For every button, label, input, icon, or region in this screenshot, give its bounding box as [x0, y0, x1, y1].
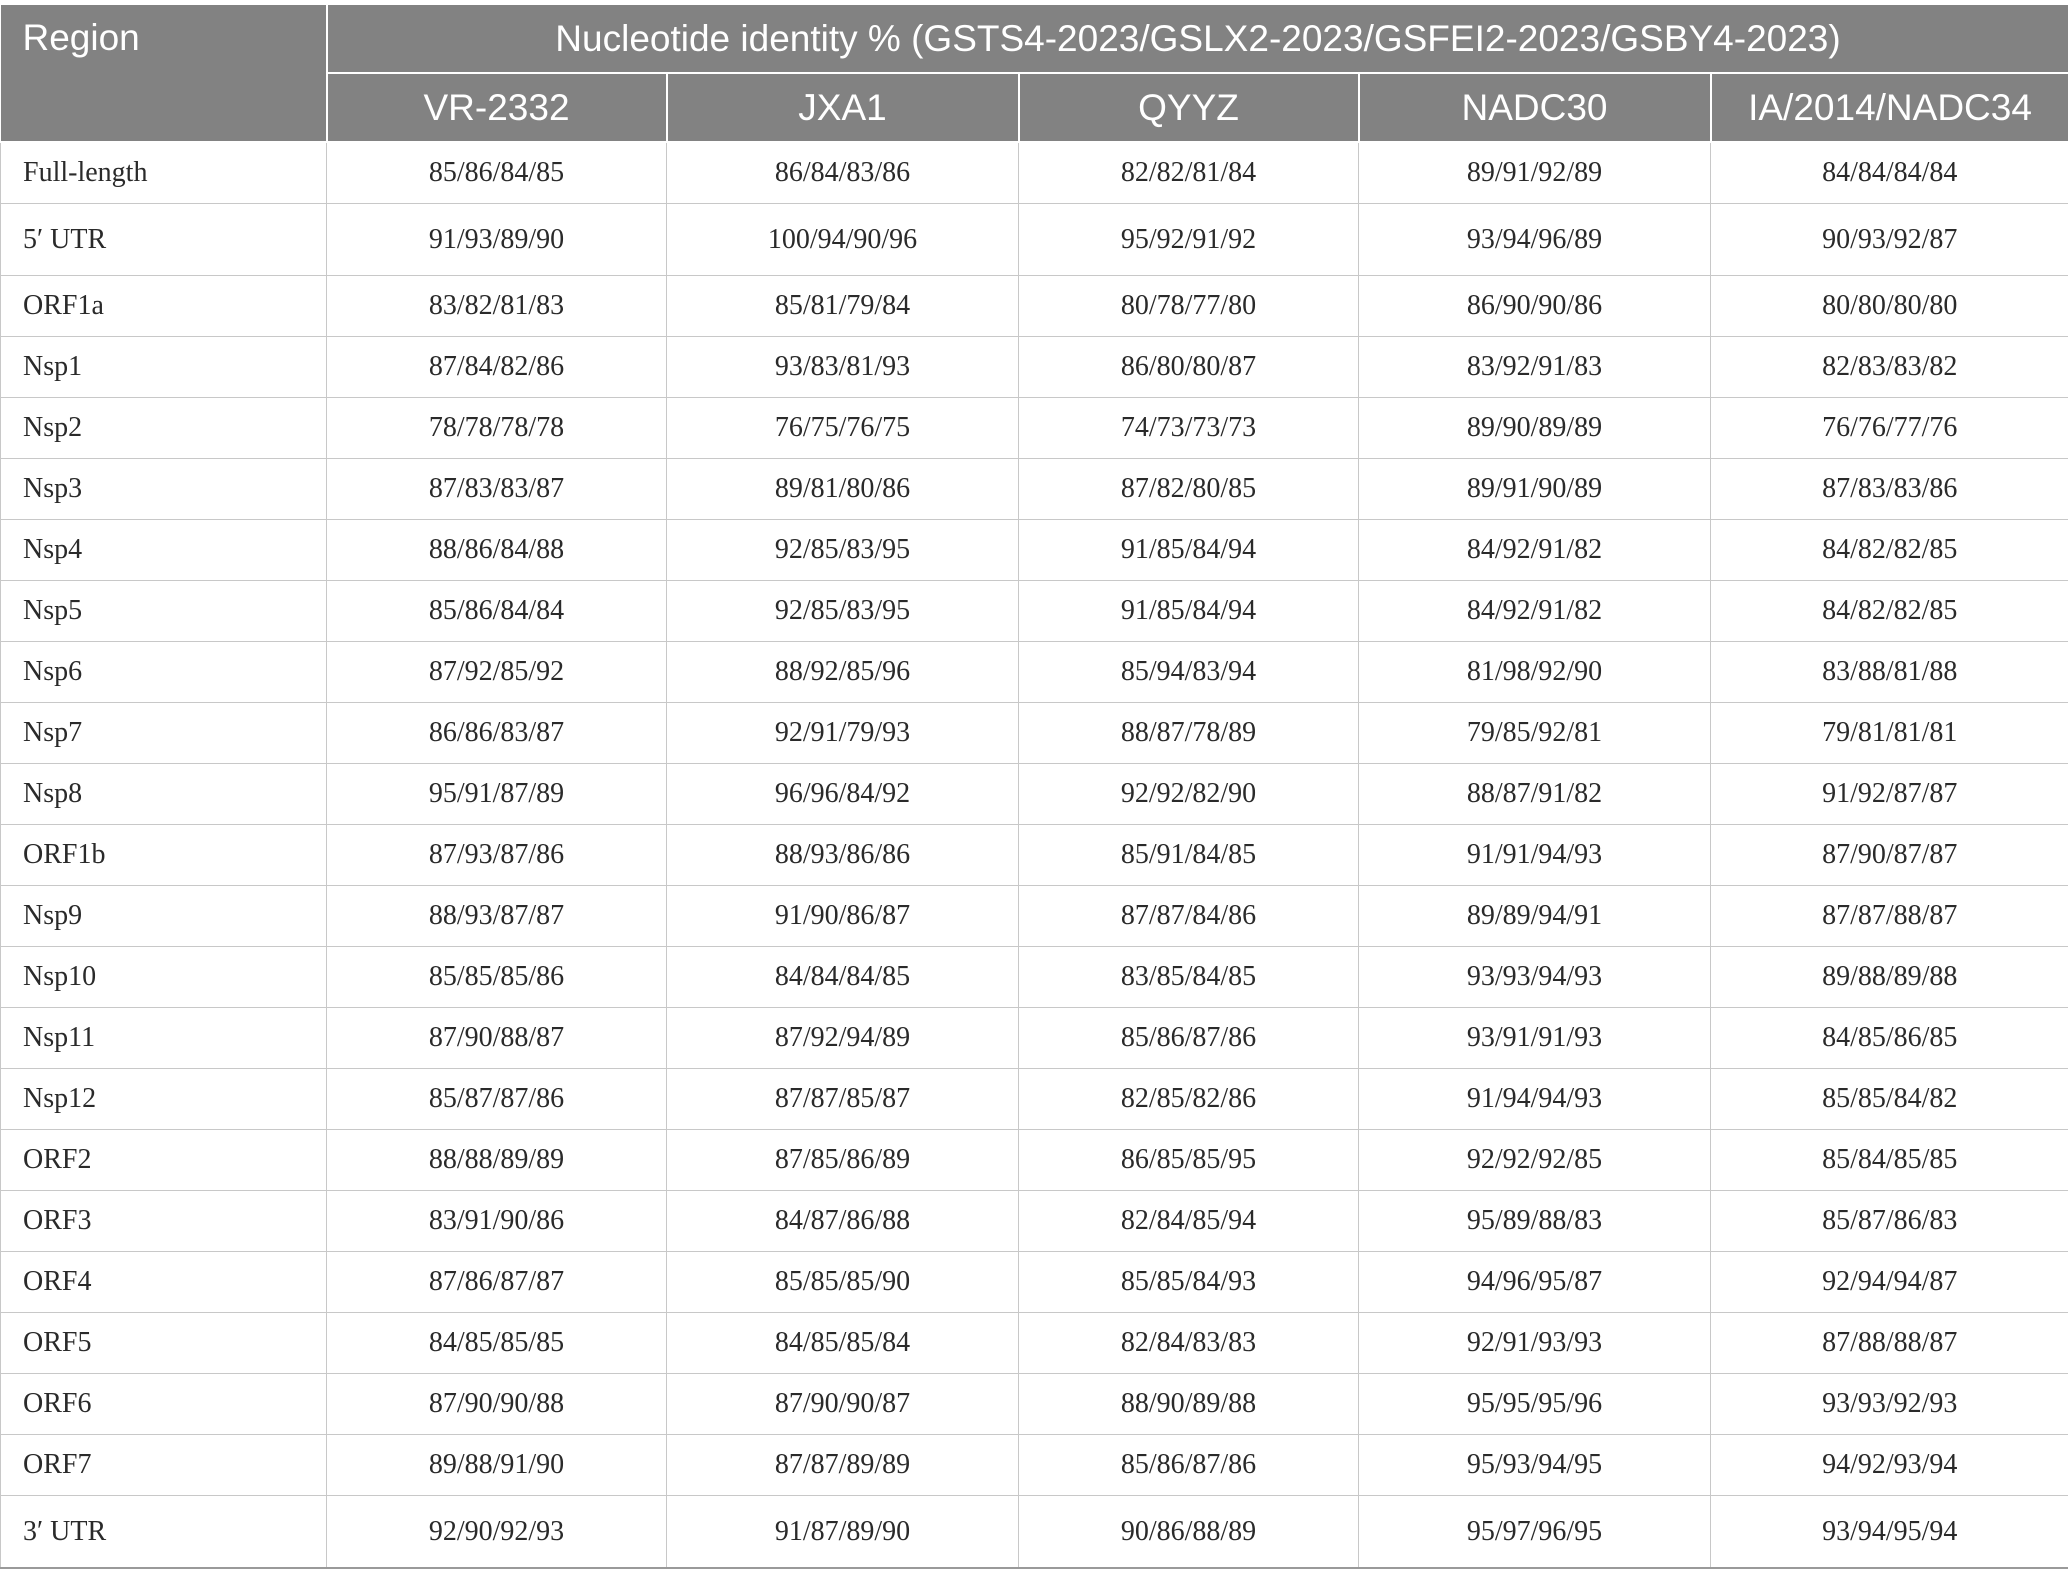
region-cell: Nsp5: [1, 581, 327, 642]
identity-value-cell: 84/84/84/85: [667, 947, 1019, 1008]
identity-value-cell: 86/86/83/87: [327, 703, 667, 764]
table-row: [1, 1191, 2068, 1252]
identity-value-cell: 89/91/92/89: [1359, 142, 1711, 204]
identity-value-cell: 84/92/91/82: [1359, 520, 1711, 581]
identity-value-cell: 87/90/90/87: [667, 1374, 1019, 1435]
identity-value-cell: 92/94/94/87: [1711, 1252, 2068, 1313]
identity-value-cell: 85/85/84/82: [1711, 1069, 2068, 1130]
identity-value-cell: 85/86/87/86: [1019, 1008, 1359, 1069]
identity-value-cell: 85/87/86/83: [1711, 1191, 2068, 1252]
identity-value-cell: 86/84/83/86: [667, 142, 1019, 204]
identity-value-cell: 84/85/86/85: [1711, 1008, 2068, 1069]
table-row: [1, 142, 2068, 204]
region-cell: Nsp2: [1, 398, 327, 459]
identity-value-cell: 87/84/82/86: [327, 337, 667, 398]
identity-value-cell: 85/91/84/85: [1019, 825, 1359, 886]
identity-value-cell: 87/88/88/87: [1711, 1313, 2068, 1374]
identity-value-cell: 87/83/83/86: [1711, 459, 2068, 520]
identity-value-cell: 87/86/87/87: [327, 1252, 667, 1313]
identity-value-cell: 94/92/93/94: [1711, 1435, 2068, 1496]
identity-value-cell: 100/94/90/96: [667, 204, 1019, 276]
table-row: [1, 1435, 2068, 1496]
identity-value-cell: 88/92/85/96: [667, 642, 1019, 703]
table-row: [1, 1496, 2068, 1569]
identity-value-cell: 88/93/86/86: [667, 825, 1019, 886]
region-column-header: Region: [1, 5, 327, 142]
identity-value-cell: 91/85/84/94: [1019, 520, 1359, 581]
table-row: [1, 764, 2068, 825]
identity-value-cell: 81/98/92/90: [1359, 642, 1711, 703]
identity-value-cell: 85/94/83/94: [1019, 642, 1359, 703]
identity-value-cell: 86/90/90/86: [1359, 276, 1711, 337]
identity-value-cell: 76/75/76/75: [667, 398, 1019, 459]
region-cell: Nsp4: [1, 520, 327, 581]
region-cell: Nsp10: [1, 947, 327, 1008]
table-row: [1, 1313, 2068, 1374]
identity-group-header: Nucleotide identity % (GSTS4-2023/GSLX2-2023/GSFEI2-2023/GSBY4-2023): [327, 5, 2068, 73]
table-row: [1, 703, 2068, 764]
identity-value-cell: 80/78/77/80: [1019, 276, 1359, 337]
identity-value-cell: 87/87/84/86: [1019, 886, 1359, 947]
identity-value-cell: 80/80/80/80: [1711, 276, 2068, 337]
identity-value-cell: 91/93/89/90: [327, 204, 667, 276]
identity-value-cell: 79/85/92/81: [1359, 703, 1711, 764]
identity-value-cell: 84/82/82/85: [1711, 581, 2068, 642]
region-cell: ORF2: [1, 1130, 327, 1191]
region-cell: 5′ UTR: [1, 204, 327, 276]
identity-value-cell: 85/85/85/90: [667, 1252, 1019, 1313]
identity-value-cell: 95/97/96/95: [1359, 1496, 1711, 1569]
identity-value-cell: 85/86/84/85: [327, 142, 667, 204]
region-cell: 3′ UTR: [1, 1496, 327, 1569]
column-header-jxa1: JXA1: [667, 73, 1019, 142]
identity-value-cell: 74/73/73/73: [1019, 398, 1359, 459]
identity-value-cell: 84/85/85/84: [667, 1313, 1019, 1374]
identity-value-cell: 93/93/92/93: [1711, 1374, 2068, 1435]
identity-value-cell: 87/90/88/87: [327, 1008, 667, 1069]
identity-value-cell: 82/84/85/94: [1019, 1191, 1359, 1252]
identity-value-cell: 91/90/86/87: [667, 886, 1019, 947]
column-header-nadc30: NADC30: [1359, 73, 1711, 142]
identity-value-cell: 86/85/85/95: [1019, 1130, 1359, 1191]
identity-value-cell: 94/96/95/87: [1359, 1252, 1711, 1313]
table-header: [1, 5, 2068, 142]
table-row: [1, 459, 2068, 520]
identity-value-cell: 83/91/90/86: [327, 1191, 667, 1252]
identity-value-cell: 82/85/82/86: [1019, 1069, 1359, 1130]
identity-value-cell: 95/95/95/96: [1359, 1374, 1711, 1435]
region-cell: ORF7: [1, 1435, 327, 1496]
identity-value-cell: 96/96/84/92: [667, 764, 1019, 825]
identity-value-cell: 95/92/91/92: [1019, 204, 1359, 276]
table-body: [1, 142, 2068, 1568]
region-cell: Nsp3: [1, 459, 327, 520]
identity-value-cell: 90/86/88/89: [1019, 1496, 1359, 1569]
identity-value-cell: 84/87/86/88: [667, 1191, 1019, 1252]
identity-value-cell: 93/93/94/93: [1359, 947, 1711, 1008]
identity-value-cell: 84/92/91/82: [1359, 581, 1711, 642]
identity-value-cell: 93/83/81/93: [667, 337, 1019, 398]
table-row: [1, 947, 2068, 1008]
region-cell: Nsp6: [1, 642, 327, 703]
identity-value-cell: 78/78/78/78: [327, 398, 667, 459]
identity-value-cell: 88/86/84/88: [327, 520, 667, 581]
identity-value-cell: 87/85/86/89: [667, 1130, 1019, 1191]
table-row: [1, 1008, 2068, 1069]
identity-value-cell: 85/86/84/84: [327, 581, 667, 642]
table-row: [1, 1252, 2068, 1313]
identity-value-cell: 87/87/88/87: [1711, 886, 2068, 947]
table-row: [1, 337, 2068, 398]
identity-value-cell: 89/81/80/86: [667, 459, 1019, 520]
identity-value-cell: 82/83/83/82: [1711, 337, 2068, 398]
identity-value-cell: 95/89/88/83: [1359, 1191, 1711, 1252]
identity-value-cell: 91/94/94/93: [1359, 1069, 1711, 1130]
identity-value-cell: 89/90/89/89: [1359, 398, 1711, 459]
identity-value-cell: 89/88/91/90: [327, 1435, 667, 1496]
identity-value-cell: 92/90/92/93: [327, 1496, 667, 1569]
identity-value-cell: 88/88/89/89: [327, 1130, 667, 1191]
identity-value-cell: 86/80/80/87: [1019, 337, 1359, 398]
table-row: [1, 642, 2068, 703]
region-cell: ORF3: [1, 1191, 327, 1252]
identity-value-cell: 95/91/87/89: [327, 764, 667, 825]
table-row: [1, 520, 2068, 581]
identity-value-cell: 82/84/83/83: [1019, 1313, 1359, 1374]
identity-value-cell: 83/82/81/83: [327, 276, 667, 337]
column-header-nadc34: IA/2014/NADC34: [1711, 73, 2068, 142]
identity-value-cell: 92/92/92/85: [1359, 1130, 1711, 1191]
column-header-vr2332: VR-2332: [327, 73, 667, 142]
nucleotide-identity-table: [0, 5, 2068, 1569]
identity-value-cell: 89/91/90/89: [1359, 459, 1711, 520]
identity-value-cell: 87/93/87/86: [327, 825, 667, 886]
identity-value-cell: 95/93/94/95: [1359, 1435, 1711, 1496]
region-cell: Nsp9: [1, 886, 327, 947]
identity-value-cell: 92/91/93/93: [1359, 1313, 1711, 1374]
identity-value-cell: 87/92/94/89: [667, 1008, 1019, 1069]
identity-value-cell: 92/85/83/95: [667, 520, 1019, 581]
identity-value-cell: 87/90/90/88: [327, 1374, 667, 1435]
identity-value-cell: 88/93/87/87: [327, 886, 667, 947]
table-row: [1, 886, 2068, 947]
identity-value-cell: 92/85/83/95: [667, 581, 1019, 642]
table-row: [1, 825, 2068, 886]
identity-value-cell: 85/86/87/86: [1019, 1435, 1359, 1496]
region-cell: Nsp11: [1, 1008, 327, 1069]
table-row: [1, 276, 2068, 337]
region-cell: ORF5: [1, 1313, 327, 1374]
identity-value-cell: 87/82/80/85: [1019, 459, 1359, 520]
identity-value-cell: 83/92/91/83: [1359, 337, 1711, 398]
identity-value-cell: 79/81/81/81: [1711, 703, 2068, 764]
identity-value-cell: 89/89/94/91: [1359, 886, 1711, 947]
identity-value-cell: 92/91/79/93: [667, 703, 1019, 764]
identity-value-cell: 88/87/91/82: [1359, 764, 1711, 825]
table-row: [1, 1069, 2068, 1130]
region-cell: Nsp12: [1, 1069, 327, 1130]
identity-value-cell: 83/88/81/88: [1711, 642, 2068, 703]
identity-value-cell: 87/87/89/89: [667, 1435, 1019, 1496]
identity-value-cell: 92/92/82/90: [1019, 764, 1359, 825]
table-row: [1, 1130, 2068, 1191]
table-row: [1, 204, 2068, 276]
identity-value-cell: 91/87/89/90: [667, 1496, 1019, 1569]
region-cell: Nsp7: [1, 703, 327, 764]
table-row: [1, 581, 2068, 642]
region-cell: ORF4: [1, 1252, 327, 1313]
identity-value-cell: 88/87/78/89: [1019, 703, 1359, 764]
identity-value-cell: 84/85/85/85: [327, 1313, 667, 1374]
identity-value-cell: 91/92/87/87: [1711, 764, 2068, 825]
identity-value-cell: 88/90/89/88: [1019, 1374, 1359, 1435]
identity-value-cell: 85/85/84/93: [1019, 1252, 1359, 1313]
region-cell: ORF1b: [1, 825, 327, 886]
identity-value-cell: 85/81/79/84: [667, 276, 1019, 337]
region-cell: ORF6: [1, 1374, 327, 1435]
identity-value-cell: 87/90/87/87: [1711, 825, 2068, 886]
table-row: [1, 398, 2068, 459]
identity-value-cell: 93/91/91/93: [1359, 1008, 1711, 1069]
region-cell: Nsp8: [1, 764, 327, 825]
region-cell: ORF1a: [1, 276, 327, 337]
identity-value-cell: 91/91/94/93: [1359, 825, 1711, 886]
identity-value-cell: 84/82/82/85: [1711, 520, 2068, 581]
identity-value-cell: 93/94/96/89: [1359, 204, 1711, 276]
identity-value-cell: 85/87/87/86: [327, 1069, 667, 1130]
column-header-qyyz: QYYZ: [1019, 73, 1359, 142]
table-row: [1, 1374, 2068, 1435]
identity-value-cell: 87/92/85/92: [327, 642, 667, 703]
identity-value-cell: 93/94/95/94: [1711, 1496, 2068, 1569]
identity-value-cell: 84/84/84/84: [1711, 142, 2068, 204]
region-cell: Full-length: [1, 142, 327, 204]
identity-table-container: [0, 5, 2068, 1569]
identity-value-cell: 85/84/85/85: [1711, 1130, 2068, 1191]
identity-value-cell: 87/87/85/87: [667, 1069, 1019, 1130]
identity-value-cell: 90/93/92/87: [1711, 204, 2068, 276]
identity-value-cell: 82/82/81/84: [1019, 142, 1359, 204]
identity-value-cell: 91/85/84/94: [1019, 581, 1359, 642]
region-cell: Nsp1: [1, 337, 327, 398]
identity-value-cell: 83/85/84/85: [1019, 947, 1359, 1008]
identity-value-cell: 87/83/83/87: [327, 459, 667, 520]
identity-value-cell: 85/85/85/86: [327, 947, 667, 1008]
identity-value-cell: 89/88/89/88: [1711, 947, 2068, 1008]
identity-value-cell: 76/76/77/76: [1711, 398, 2068, 459]
